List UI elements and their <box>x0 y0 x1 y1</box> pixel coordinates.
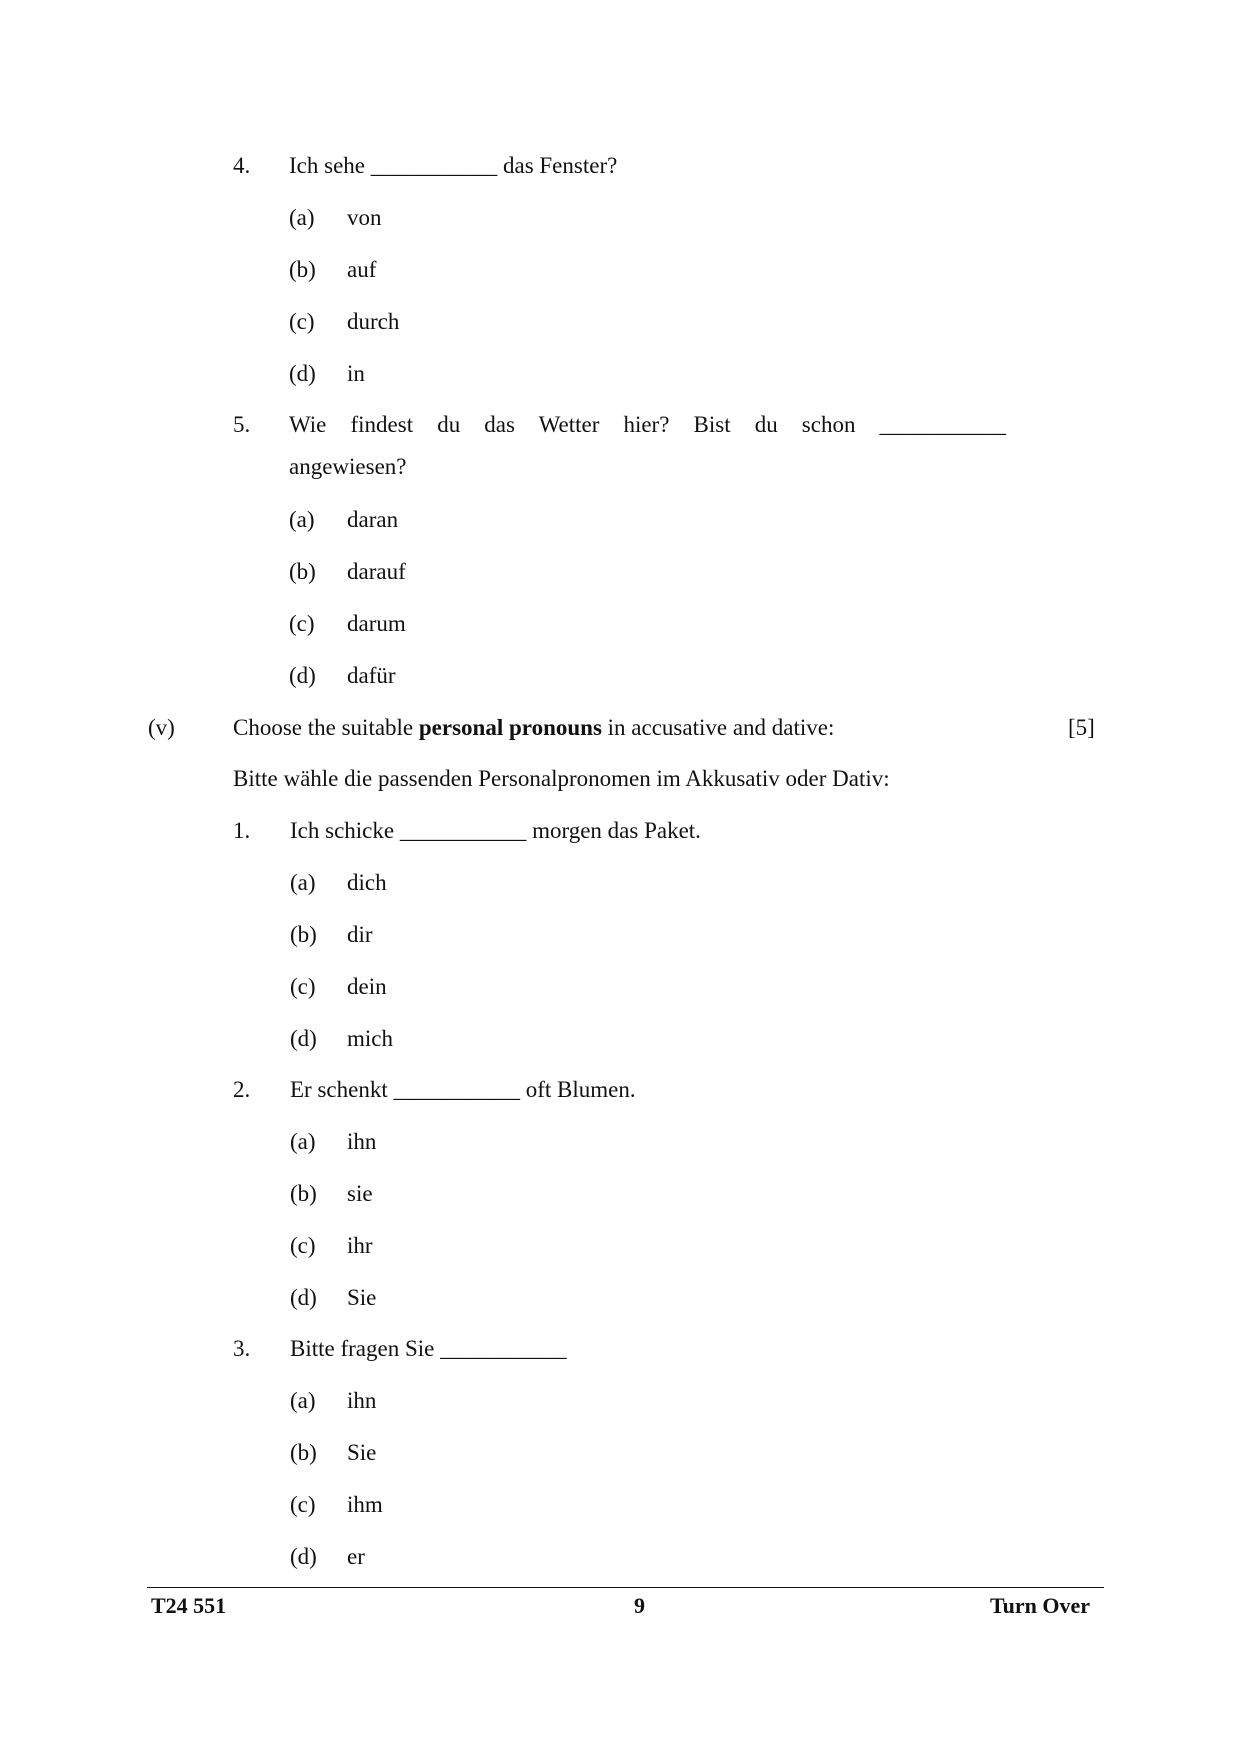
option-label: (a) <box>289 507 315 532</box>
option-label: (c) <box>289 611 315 636</box>
word: findest <box>350 412 414 437</box>
option-label: (a) <box>290 870 316 895</box>
option-label: (d) <box>290 1285 317 1310</box>
word: du <box>754 412 778 437</box>
question-text: Er schenkt ___________ oft Blumen. <box>290 1077 636 1102</box>
word: du <box>437 412 461 437</box>
question-text-line1 <box>289 411 1006 439</box>
blank: ___________ <box>879 412 1007 437</box>
option-label: (d) <box>289 663 316 688</box>
option-label: (a) <box>290 1129 316 1154</box>
instruction-bold: personal pronouns <box>418 715 602 740</box>
option-text: durch <box>347 309 400 334</box>
option-text: ihn <box>347 1129 377 1154</box>
option-label: (a) <box>290 1388 316 1413</box>
option-text: er <box>347 1544 365 1569</box>
word: Wetter <box>538 412 600 437</box>
question-number: 5. <box>233 412 251 437</box>
option-label: (c) <box>290 974 316 999</box>
word: hier? <box>623 412 670 437</box>
option-label: (c) <box>290 1492 316 1517</box>
question-text: Ich sehe ___________ das Fenster? <box>289 153 618 178</box>
option-text: ihr <box>347 1233 373 1258</box>
option-label: (b) <box>290 1440 317 1465</box>
page-number: 9 <box>634 1593 645 1618</box>
option-text: mich <box>347 1026 393 1051</box>
option-text: darum <box>347 611 406 636</box>
option-label: (b) <box>289 257 316 282</box>
option-text: dein <box>347 974 387 999</box>
option-label: (c) <box>289 309 315 334</box>
option-text: ihn <box>347 1388 377 1413</box>
option-label: (b) <box>290 1181 317 1206</box>
word: schon <box>801 412 856 437</box>
option-label: (b) <box>290 922 317 947</box>
turn-over: Turn Over <box>990 1593 1091 1618</box>
section-instruction <box>233 714 834 742</box>
option-text: darauf <box>347 559 406 584</box>
question-number: 4. <box>233 153 251 178</box>
question-number: 1. <box>233 818 251 843</box>
option-label: (d) <box>289 361 316 386</box>
footer-divider <box>147 1587 1104 1588</box>
option-label: (c) <box>290 1233 316 1258</box>
option-text: dich <box>347 870 387 895</box>
option-label: (b) <box>289 559 316 584</box>
option-text: Sie <box>347 1440 377 1465</box>
question-number: 3. <box>233 1336 251 1361</box>
option-text: dafür <box>347 663 396 688</box>
word: Bist <box>693 412 731 437</box>
question-text-line2: angewiesen? <box>289 454 407 479</box>
option-text: sie <box>347 1181 373 1206</box>
option-text: daran <box>347 507 399 532</box>
marks: [5] <box>1068 715 1095 740</box>
paper-code: T24 551 <box>151 1593 227 1618</box>
option-label: (d) <box>290 1026 317 1051</box>
option-label: (d) <box>290 1544 317 1569</box>
option-text: dir <box>347 922 373 947</box>
word: das <box>484 412 515 437</box>
word: Wie <box>289 412 327 437</box>
option-text: ihm <box>347 1492 383 1517</box>
question-number: 2. <box>233 1077 251 1102</box>
section-label: (v) <box>148 715 175 740</box>
option-text: von <box>347 205 382 230</box>
option-text: auf <box>347 257 377 282</box>
option-text: in <box>347 361 365 386</box>
question-text: Bitte fragen Sie ___________ <box>290 1336 567 1361</box>
option-label: (a) <box>289 205 315 230</box>
instruction-text: Choose the suitable <box>233 715 419 740</box>
option-text: Sie <box>347 1285 377 1310</box>
instruction-text: in accusative and dative: <box>601 715 835 740</box>
section-instruction-de: Bitte wähle die passenden Personalpronomen im Akkusativ oder Dativ: <box>233 766 890 791</box>
question-text: Ich schicke ___________ morgen das Paket. <box>290 818 701 843</box>
